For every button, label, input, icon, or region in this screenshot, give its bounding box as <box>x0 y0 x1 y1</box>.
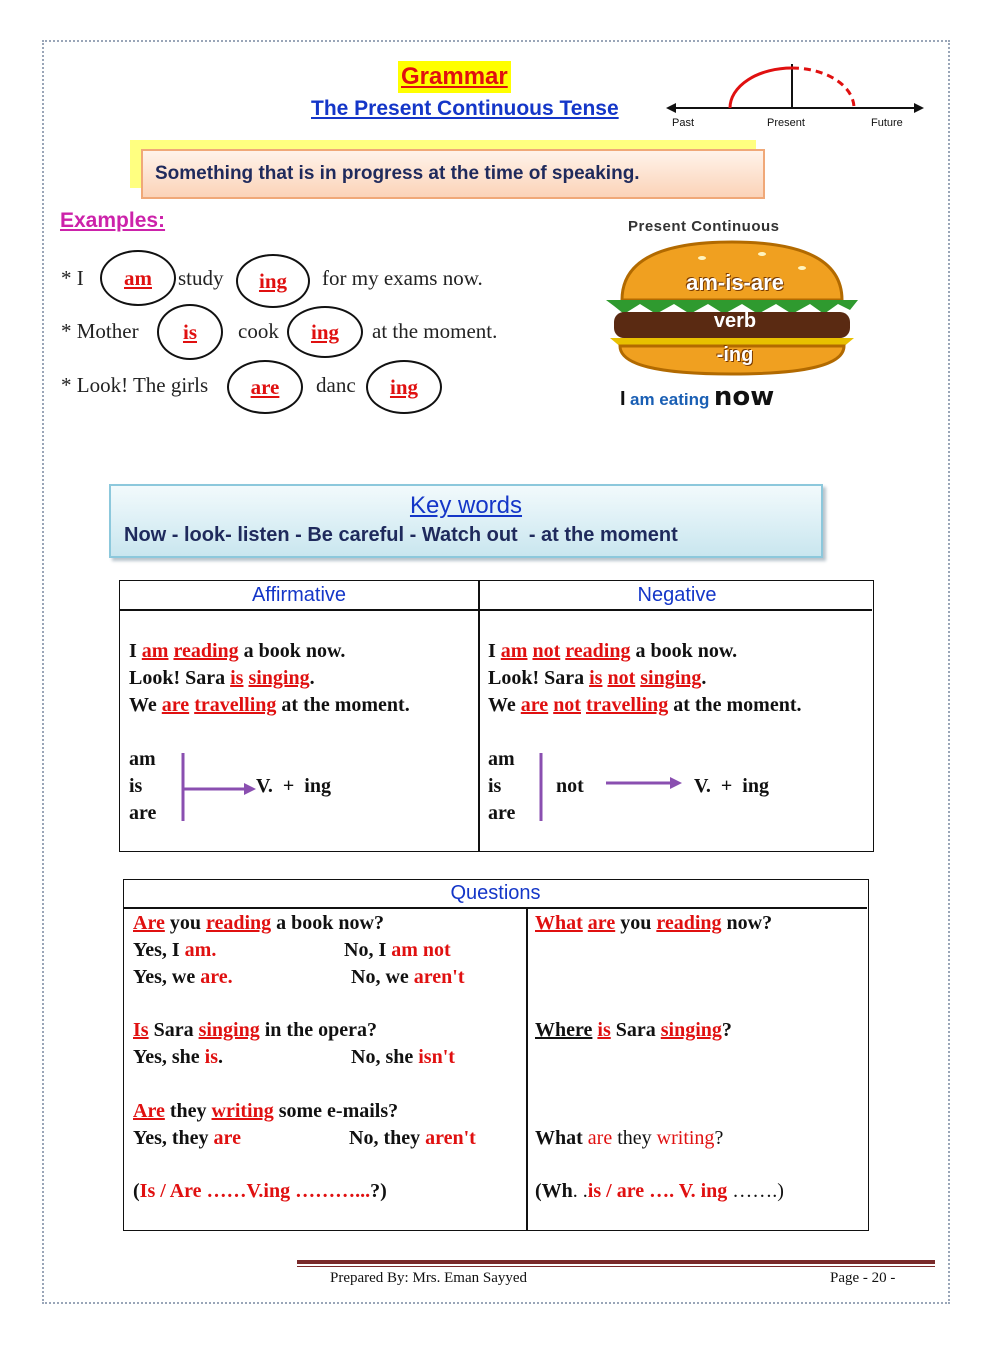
affirmative-bracket-arrow <box>178 751 258 823</box>
footer-page-number: Page - 20 - <box>830 1270 896 1286</box>
negative-arrow <box>604 775 684 791</box>
footer-rule-thin <box>297 1266 935 1267</box>
answer-3-no: No, they aren't <box>349 1127 476 1149</box>
keywords-box <box>109 484 823 558</box>
wh-question-2: Where is Sara singing? <box>535 1019 732 1041</box>
definition-box <box>141 149 765 199</box>
question-2: Is Sara singing in the opera? <box>133 1019 377 1041</box>
affirmative-aux-list: am is are <box>129 748 157 824</box>
burger-illustration <box>592 214 878 414</box>
answer-2-yes: Yes, she is. <box>133 1046 224 1068</box>
negative-aux-list: am is are <box>488 748 516 824</box>
negative-bracket <box>536 751 546 823</box>
example-1-verb: study <box>178 266 224 290</box>
example-3-prefix: * Look! The girls <box>61 373 209 397</box>
wh-question-1: What are you reading now? <box>535 912 773 934</box>
example-2-rest: at the moment. <box>372 319 498 343</box>
example-3-verb: danc <box>316 373 356 397</box>
burger-layer-mid: verb <box>713 310 757 332</box>
burger-layer-bottom: -ing <box>716 344 754 366</box>
answer-3-yes: Yes, they are <box>133 1127 241 1149</box>
timeline-present: Present <box>767 117 805 129</box>
question-1: Are you reading a book now? <box>133 912 384 934</box>
questions-table <box>123 879 869 1231</box>
negative-sentences: I am not reading a book now. Look! Sara is not singing. We are not travelling at the moment. <box>488 640 802 716</box>
questions-header: Questions <box>450 882 541 904</box>
lesson-subtitle: The Present Continuous Tense <box>311 97 619 120</box>
answer-1-no-b: No, we aren't <box>351 966 465 988</box>
answer-2-no: No, she isn't <box>351 1046 455 1068</box>
example-3-suffix-oval: ing <box>366 360 442 414</box>
answer-1-yes-a: Yes, I am. <box>133 939 217 961</box>
timeline-past: Past <box>672 117 695 129</box>
timeline-diagram <box>664 58 926 130</box>
example-2-aux-oval: is <box>157 304 223 360</box>
example-1-rest: for my exams now. <box>322 266 483 290</box>
burger-caption: I am eating now <box>620 382 775 412</box>
affirmative-sentences: I am reading a book now. Look! Sara is singing. We are travelling at the moment. <box>129 640 410 716</box>
definition-text: Something that is in progress at the time of speaking. <box>155 163 640 184</box>
wh-question-3: What are they writing? <box>535 1127 724 1149</box>
example-1-aux-oval: am <box>100 250 176 306</box>
page-title: Grammar <box>398 61 511 93</box>
negative-formula: V. + ing <box>694 775 769 797</box>
affirmative-formula: V. + ing <box>256 775 331 797</box>
example-2-prefix: * Mother <box>61 319 139 343</box>
yes-no-pattern: (Is / Are ……V.ing ………...?) <box>133 1180 387 1202</box>
footer-rule-thick <box>297 1260 935 1264</box>
example-2-verb: cook <box>238 319 279 343</box>
answer-1-yes-b: Yes, we are. <box>133 966 233 988</box>
example-1-suffix-oval: ing <box>236 254 310 308</box>
keywords-title: Key words <box>409 492 523 519</box>
forms-table <box>119 580 874 852</box>
example-1-prefix: * I <box>61 266 84 290</box>
affirmative-header: Affirmative <box>251 584 347 606</box>
answer-1-no-a: No, I am not <box>344 939 451 961</box>
wh-pattern: (Wh. .is / are …. V. ing …….) <box>535 1180 784 1202</box>
negative-header: Negative <box>637 584 717 606</box>
timeline-future: Future <box>871 117 903 129</box>
question-3: Are they writing some e-mails? <box>133 1100 399 1122</box>
example-2-suffix-oval: ing <box>287 306 363 358</box>
examples-label: Examples: <box>60 209 166 232</box>
burger-layer-top: am-is-are <box>686 270 784 295</box>
burger-title: Present Continuous <box>628 218 780 235</box>
negative-not: not <box>556 775 584 797</box>
keywords-list: Now - look- listen - Be careful - Watch out - at the moment <box>124 524 678 546</box>
example-3-aux-oval: are <box>227 360 303 414</box>
footer-prepared-by: Prepared By: Mrs. Eman Sayyed <box>330 1270 528 1286</box>
